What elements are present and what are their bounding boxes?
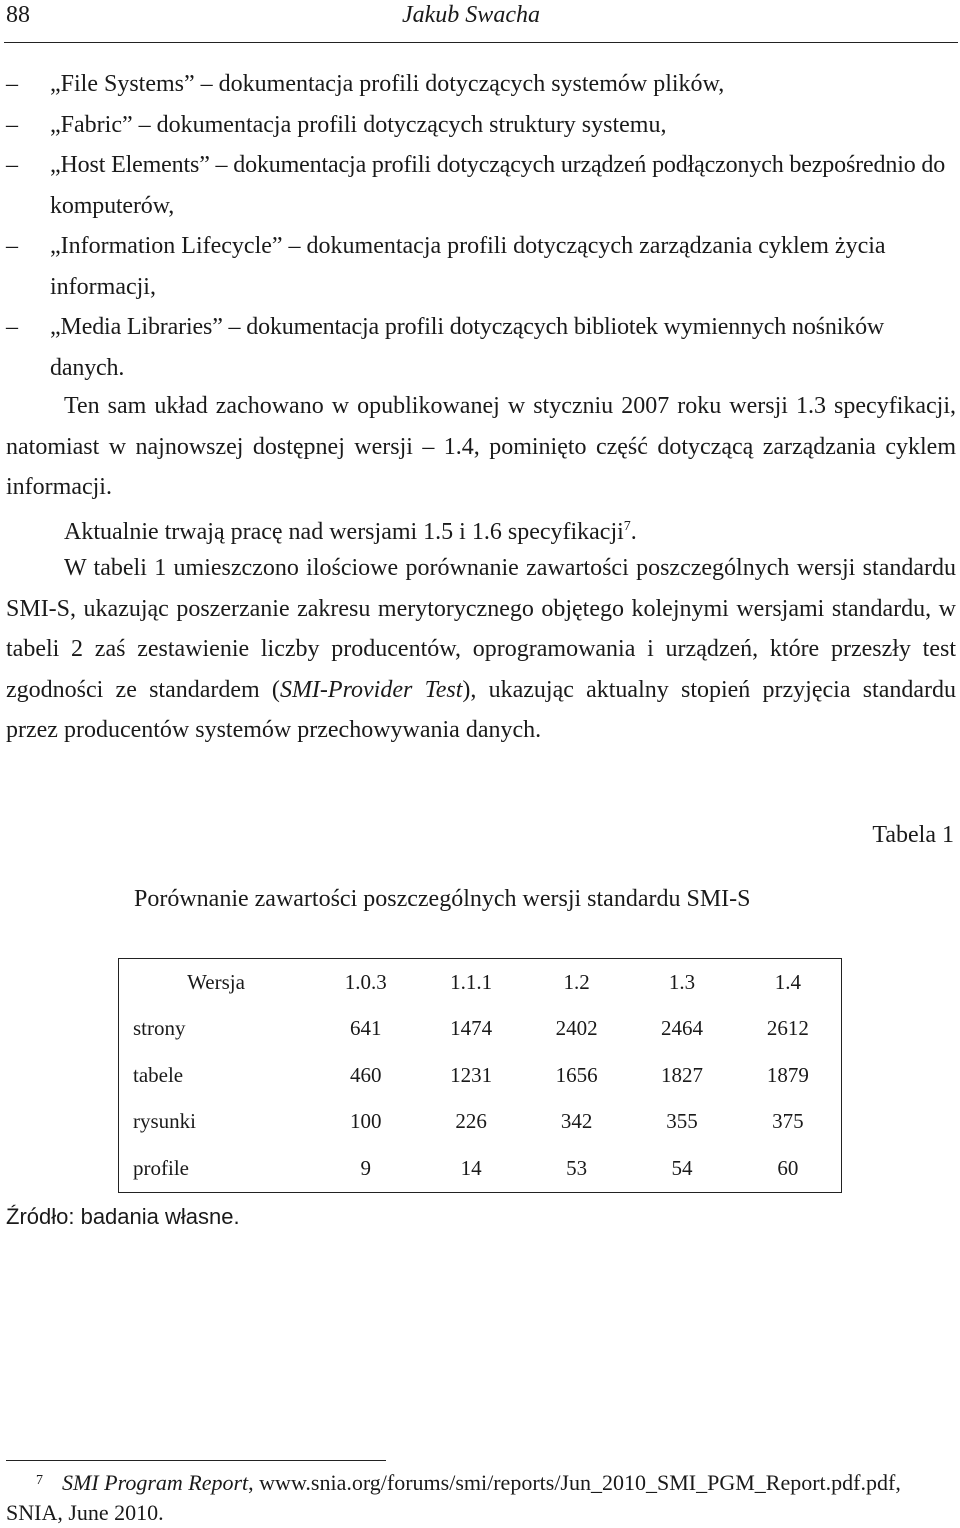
- paragraph: Ten sam układ zachowano w opublikowanej w styczniu 2007 roku wersji 1.3 specyfikacji, natomiast w najnowszej dostępnej wersji – 1.4, pominięto część dotyczącą zarządzania cyklem informacji.: [6, 393, 956, 500]
- profiles-list: [6, 64, 958, 388]
- header-cell: Wersja: [187, 969, 245, 994]
- header-rule: [4, 42, 958, 43]
- footnote-reference[interactable]: 7: [623, 519, 631, 534]
- table-cell: 641: [349, 1016, 382, 1041]
- row-label: strony: [133, 1016, 186, 1041]
- table-row: [119, 1145, 842, 1192]
- table-cell: 14: [460, 1155, 482, 1180]
- dash-bullet: –: [6, 71, 18, 97]
- table-cell: 342: [560, 1109, 593, 1134]
- list-item: – „Information Lifecycle” – dokumentacja profili dotyczących zarządzania cyklem życia informacji,: [6, 226, 958, 307]
- dash-bullet: –: [6, 314, 18, 340]
- table-caption: Porównanie zawartości poszczególnych wersji standardu SMI-S: [134, 886, 751, 912]
- table-label: Tabela 1: [872, 822, 954, 848]
- test-name: SMI-Provider Test: [279, 676, 463, 703]
- list-item: – „Host Elements” – dokumentacja profili dotyczących urządzeń podłączonych bezpośrednio do komputerów,: [6, 145, 958, 226]
- table-source: Źródło: badania własne.: [6, 1204, 240, 1229]
- row-label: tabele: [133, 1062, 184, 1087]
- comparison-table: [118, 958, 842, 1193]
- row-label: profile: [133, 1155, 189, 1180]
- page-number: 88: [6, 2, 30, 28]
- footnote: [6, 1466, 956, 1528]
- paragraph: W tabeli 1 umieszczono ilościowe porównanie zawartości poszczególnych wersji standardu SMI-S, ukazując poszerzanie zakresu merytorycznego objętego kolejnymi wersjami standardu, w tabeli 2 zaś zestawienie liczby producentów, oprogramowania i urządzeń, które przeszły test zgodności ze standardem (SMI-Provider Test), ukazując aktualny stopień przyjęcia standardu przez producentów systemów przechowywania danych.: [6, 555, 957, 743]
- dash-bullet: –: [6, 233, 18, 259]
- footnote-text: , www.snia.org/forums/smi/reports/Jun_2010_SMI_PGM_Report.pdf.pdf, SNIA, June 2010.: [6, 1470, 901, 1525]
- table-cell: 1656: [555, 1062, 598, 1087]
- list-item: – „Fabric” – dokumentacja profili dotyczących struktury systemu,: [6, 105, 958, 146]
- list-item: – „Media Libraries” – dokumentacja profili dotyczących bibliotek wymiennych nośników danych.: [6, 307, 958, 388]
- header-cell: 1.3: [668, 969, 696, 994]
- footnote-title: SMI Program Report: [62, 1470, 249, 1495]
- footnote-mark: 7: [36, 1473, 43, 1488]
- table-row: [119, 1099, 842, 1146]
- row-label: rysunki: [133, 1109, 196, 1134]
- table-cell: 1879: [766, 1062, 809, 1087]
- table-cell: 54: [671, 1155, 693, 1180]
- header-cell: 1.2: [563, 969, 590, 994]
- table-cell: 2612: [766, 1016, 809, 1041]
- table-cell: 2464: [661, 1016, 704, 1041]
- dash-bullet: –: [6, 152, 18, 178]
- running-head: Jakub Swacha: [402, 2, 540, 28]
- header-cell: 1.0.3: [344, 969, 387, 994]
- table-cell: 53: [566, 1155, 588, 1180]
- table-cell: 1474: [450, 1016, 493, 1041]
- table-header-row: [119, 959, 842, 1006]
- table-cell: 9: [360, 1155, 371, 1180]
- paragraph: Aktualnie trwają pracę nad wersjami 1.5 i 1.6 specyfikacji$^7$.: [64, 519, 637, 545]
- table-row: [119, 1052, 842, 1099]
- table-cell: 2402: [555, 1016, 598, 1041]
- table-cell: 226: [455, 1109, 487, 1134]
- table-row: [119, 1006, 842, 1053]
- header-cell: 1.4: [774, 969, 801, 994]
- header-cell: 1.1.1: [450, 969, 493, 994]
- table-cell: 460: [349, 1062, 382, 1087]
- table-cell: 1827: [661, 1062, 704, 1087]
- footnote-rule: [6, 1460, 386, 1461]
- table-cell: 60: [777, 1155, 799, 1180]
- dash-bullet: –: [6, 111, 18, 138]
- table-cell: 355: [666, 1109, 698, 1134]
- table-cell: 375: [772, 1109, 804, 1134]
- table-cell: 100: [349, 1109, 382, 1134]
- list-item: – „File Systems” – dokumentacja profili dotyczących systemów plików,: [6, 64, 958, 105]
- table-cell: 1231: [450, 1062, 493, 1087]
